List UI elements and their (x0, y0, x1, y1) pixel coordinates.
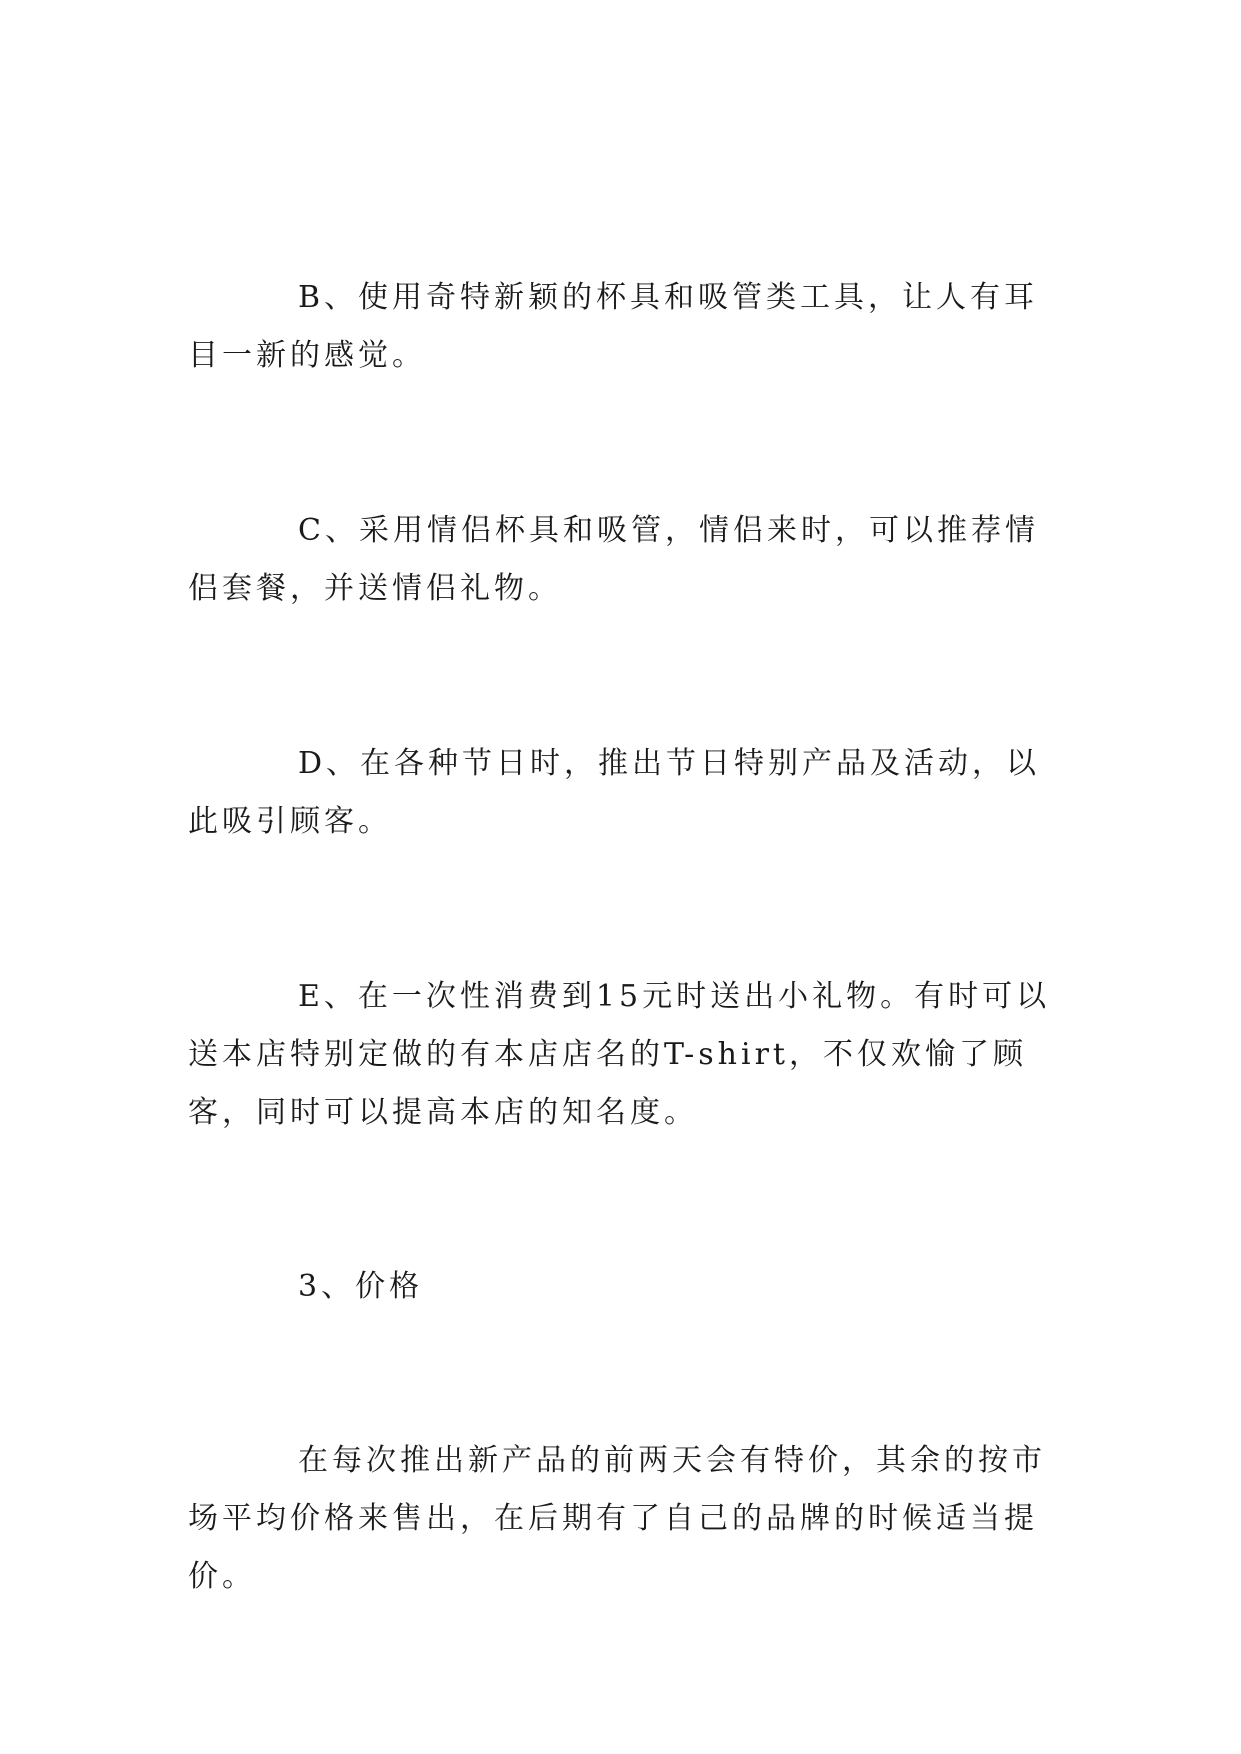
paragraph-c: C、采用情侣杯具和吸管，情侣来时，可以推荐情侣套餐，并送情侣礼物。 (188, 513, 1039, 606)
paragraph-price: 在每次推出新产品的前两天会有特价，其余的按市场平均价格来售出，在后期有了自己的品牌的时候适当提价。 (188, 1443, 1046, 1594)
paragraph-d: D、在各种节日时，推出节日特别产品及活动，以此吸引顾客。 (188, 746, 1041, 839)
section-heading-price: 3、价格 (298, 1269, 424, 1304)
paragraph-b: B、使用奇特新颖的杯具和吸管类工具，让人有耳目一新的感觉。 (188, 280, 1039, 373)
paragraph-e: E、在一次性消费到15元时送出小礼物。有时可以送本店特别定做的有本店店名的T-shirt，不仅欢愉了顾客，同时可以提高本店的知名度。 (188, 979, 1051, 1130)
